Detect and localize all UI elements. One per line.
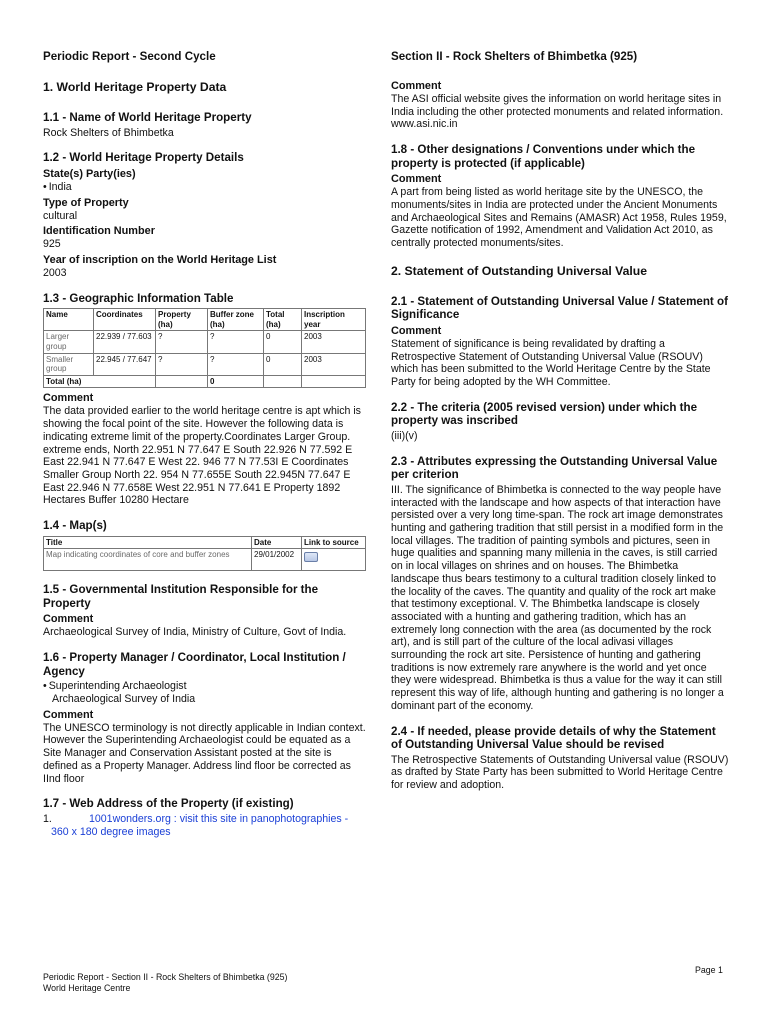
type-label: Type of Property — [43, 196, 129, 209]
table-cell: ? — [156, 331, 208, 353]
total-label: Total (ha) — [44, 375, 156, 388]
comment-top: The ASI official website gives the information on world heritage sites in India including the other protected monuments and related information. www.asi.nic.in — [391, 93, 724, 131]
s13-title: 1.3 - Geographic Information Table — [43, 291, 234, 305]
s16-title: 1.6 - Property Manager / Coordinator, Local Institution / Agency — [43, 651, 346, 678]
table-cell: 2003 — [302, 353, 366, 375]
table-cell: Smaller group — [44, 353, 94, 375]
table-cell: 22.945 / 77.647 — [94, 353, 156, 375]
comment-label: Comment — [43, 708, 94, 721]
table-header: Date — [252, 536, 302, 549]
table-cell: Map indicating coordinates of core and buffer zones — [44, 549, 252, 571]
table-header: Inscription year — [302, 309, 366, 331]
s17-link[interactable]: 1001wonders.org : visit this site in panophotographies - 360 x 180 degree images — [51, 812, 349, 838]
states-label: State(s) Party(ies) — [43, 167, 136, 180]
table-header: Buffer zone (ha) — [208, 309, 264, 331]
s16-line1: • Superintending Archaeologist — [43, 680, 367, 693]
s18-comment: A part from being listed as world heritage site by the UNESCO, the monuments/sites in India are protected under the Ancient Monuments and Archaeological Sites and Remains (AMASR) Act 1958, Rules 1959, Gazette notification of 1992, Amendment and Validation Act 2010, as centrally protected monuments/sites. — [391, 186, 727, 250]
s15-comment: Archaeological Survey of India, Ministry of Culture, Govt of India. — [43, 626, 347, 639]
table-row — [44, 549, 366, 571]
s16-line2: Archaeological Survey of India — [52, 693, 196, 706]
report-title: Periodic Report - Second Cycle — [43, 50, 216, 63]
section-1-heading: 1. World Heritage Property Data — [43, 80, 227, 94]
table-header: Coordinates — [94, 309, 156, 331]
type-value: cultural — [43, 209, 78, 222]
table-header-row — [44, 536, 366, 549]
s16-comment: The UNESCO terminology is not directly applicable in Indian context. However the Superintending Archaeologist could be equated as a Site Manager and Conservation Assistant posted at the site is defined as a Property Manager. Address lind floor be corrected as IInd floor — [43, 721, 366, 785]
right-column — [391, 50, 729, 792]
s14-title: 1.4 - Map(s) — [43, 519, 107, 533]
table-header: Property (ha) — [156, 309, 208, 331]
table-cell: 22.939 / 77.603 — [94, 331, 156, 353]
states-value: • India — [43, 181, 367, 194]
table-cell: ? — [208, 353, 264, 375]
s13-comment: The data provided earlier to the world heritage centre is apt which is showing the focal point of the site. However the following data is indicating extreme limit of the property.Coordinates Larger Group. extreme ends, North 22.951 N 77.647 E South 22.926 N 77.592 E East 22.941 N 77.647 E West 22. 946 77 N 77.53I E Coordinates Smaller Group North 22. 954 N 77.655E South 22.945N 77.647 E East 22.946 N 77.658E West 22.951 N 77.641 E Property 1892 Hectares Buffer 10280 Hectare — [43, 405, 361, 507]
table-cell: 0 — [264, 353, 302, 375]
map-link-icon[interactable] — [304, 552, 318, 562]
comment-label: Comment — [391, 80, 442, 92]
comment-label: Comment — [391, 173, 442, 186]
s15-title: 1.5 - Governmental Institution Responsible for the Property — [43, 583, 319, 610]
table-cell: 0 — [264, 331, 302, 353]
s12-title: 1.2 - World Heritage Property Details — [43, 151, 244, 165]
s17-number: 1. — [43, 812, 52, 825]
table-cell: ? — [208, 331, 264, 353]
s24-text: The Retrospective Statements of Outstanding Universal value (RSOUV) as drafted by State Party has been submitted to World Heritage Centre for review and adoption. — [391, 753, 729, 792]
s22-value: (iii)(v) — [391, 430, 418, 442]
maps-table — [43, 536, 366, 572]
s24-title: 2.4 - If needed, please provide details of why the Statement of Outstanding Universal Value should be revised — [391, 724, 716, 752]
footer-line1: Periodic Report - Section II - Rock Shelters of Bhimbetka (925) — [43, 972, 288, 982]
comment-label: Comment — [43, 392, 94, 405]
s17-link-item — [43, 813, 367, 838]
s11-title: 1.1 - Name of World Heritage Property — [43, 111, 252, 124]
table-cell: 2003 — [302, 331, 366, 353]
geographic-table — [43, 308, 366, 388]
comment-label: Comment — [43, 613, 94, 626]
table-cell: Larger group — [44, 331, 94, 353]
table-header: Name — [44, 309, 94, 331]
id-value: 925 — [43, 238, 61, 251]
year-label: Year of inscription on the World Heritage List — [43, 254, 277, 266]
s21-title: 2.1 - Statement of Outstanding Universal Value / Statement of Significance — [391, 294, 728, 322]
section-header: Section II - Rock Shelters of Bhimbetka (925) — [391, 50, 638, 63]
total-value: 0 — [208, 375, 264, 388]
footer-line2: World Heritage Centre — [43, 983, 131, 993]
page-number: Page 1 — [695, 965, 723, 975]
table-header: Link to source — [302, 536, 366, 549]
s17-title: 1.7 - Web Address of the Property (if existing) — [43, 797, 294, 811]
table-cell: ? — [156, 353, 208, 375]
table-header: Title — [44, 536, 252, 549]
section-2-heading: 2. Statement of Outstanding Universal Value — [391, 263, 647, 278]
table-row — [44, 331, 366, 353]
s22-title: 2.2 - The criteria (2005 revised version) under which the property was inscribed — [391, 400, 698, 428]
s23-text: III. The significance of Bhimbetka is connected to the way people have interacted with the landscape and how aspects of that interaction have persisted over a very long time-span. The rock art image demonstrates hunting and gathering tradition that still persist in a modified form in the local villages. The tradition of painting symbols and pictures, seen in huge qualities and spanning many millenia in the caves, is still carried on in local villages on shrines and on houses. The Bhimbetka landscape thus bears testimony to a cultural tradition closely linked to the locality of the caves. The quantity and quality of the rock art make that testimony exceptional. V. The Bhimbetka landscape is closely associated with a hunting and gathering tradition, which has an extremely long connection with the area (as documented by the rock art), and is still part of the culture of the local adivasi villages surrounding the rock art site. Persistence of hunting and gathering traditions is now extremely rare anywhere is the world and yet once they were widespread. Bhimbetka is thus a value for the way it can still represent this way of life, although hunting and gathering is no longer a dominant part of the economy. — [391, 483, 724, 712]
s18-title: 1.8 - Other designations / Conventions under which the property is protected (if applicable) — [391, 143, 696, 170]
table-header-row — [44, 309, 366, 331]
year-value: 2003 — [43, 267, 67, 279]
id-label: Identification Number — [43, 225, 155, 238]
footer — [43, 972, 287, 994]
table-cell: 29/01/2002 — [252, 549, 302, 571]
s23-title: 2.3 - Attributes expressing the Outstanding Universal Value per criterion — [391, 454, 718, 482]
table-total-row — [44, 375, 366, 388]
table-cell — [302, 549, 366, 571]
table-row — [44, 353, 366, 375]
s21-comment: Statement of significance is being revalidated by drafting a Retrospective Statement of Outstanding Universal Value (RSOUV) which has been submitted to the World Heritage Centre by the State Party for being adopted by the WH Committee. — [391, 338, 711, 389]
comment-label: Comment — [391, 325, 442, 337]
table-header: Total (ha) — [264, 309, 302, 331]
s11-value: Rock Shelters of Bhimbetka — [43, 126, 174, 139]
left-column — [43, 50, 367, 838]
